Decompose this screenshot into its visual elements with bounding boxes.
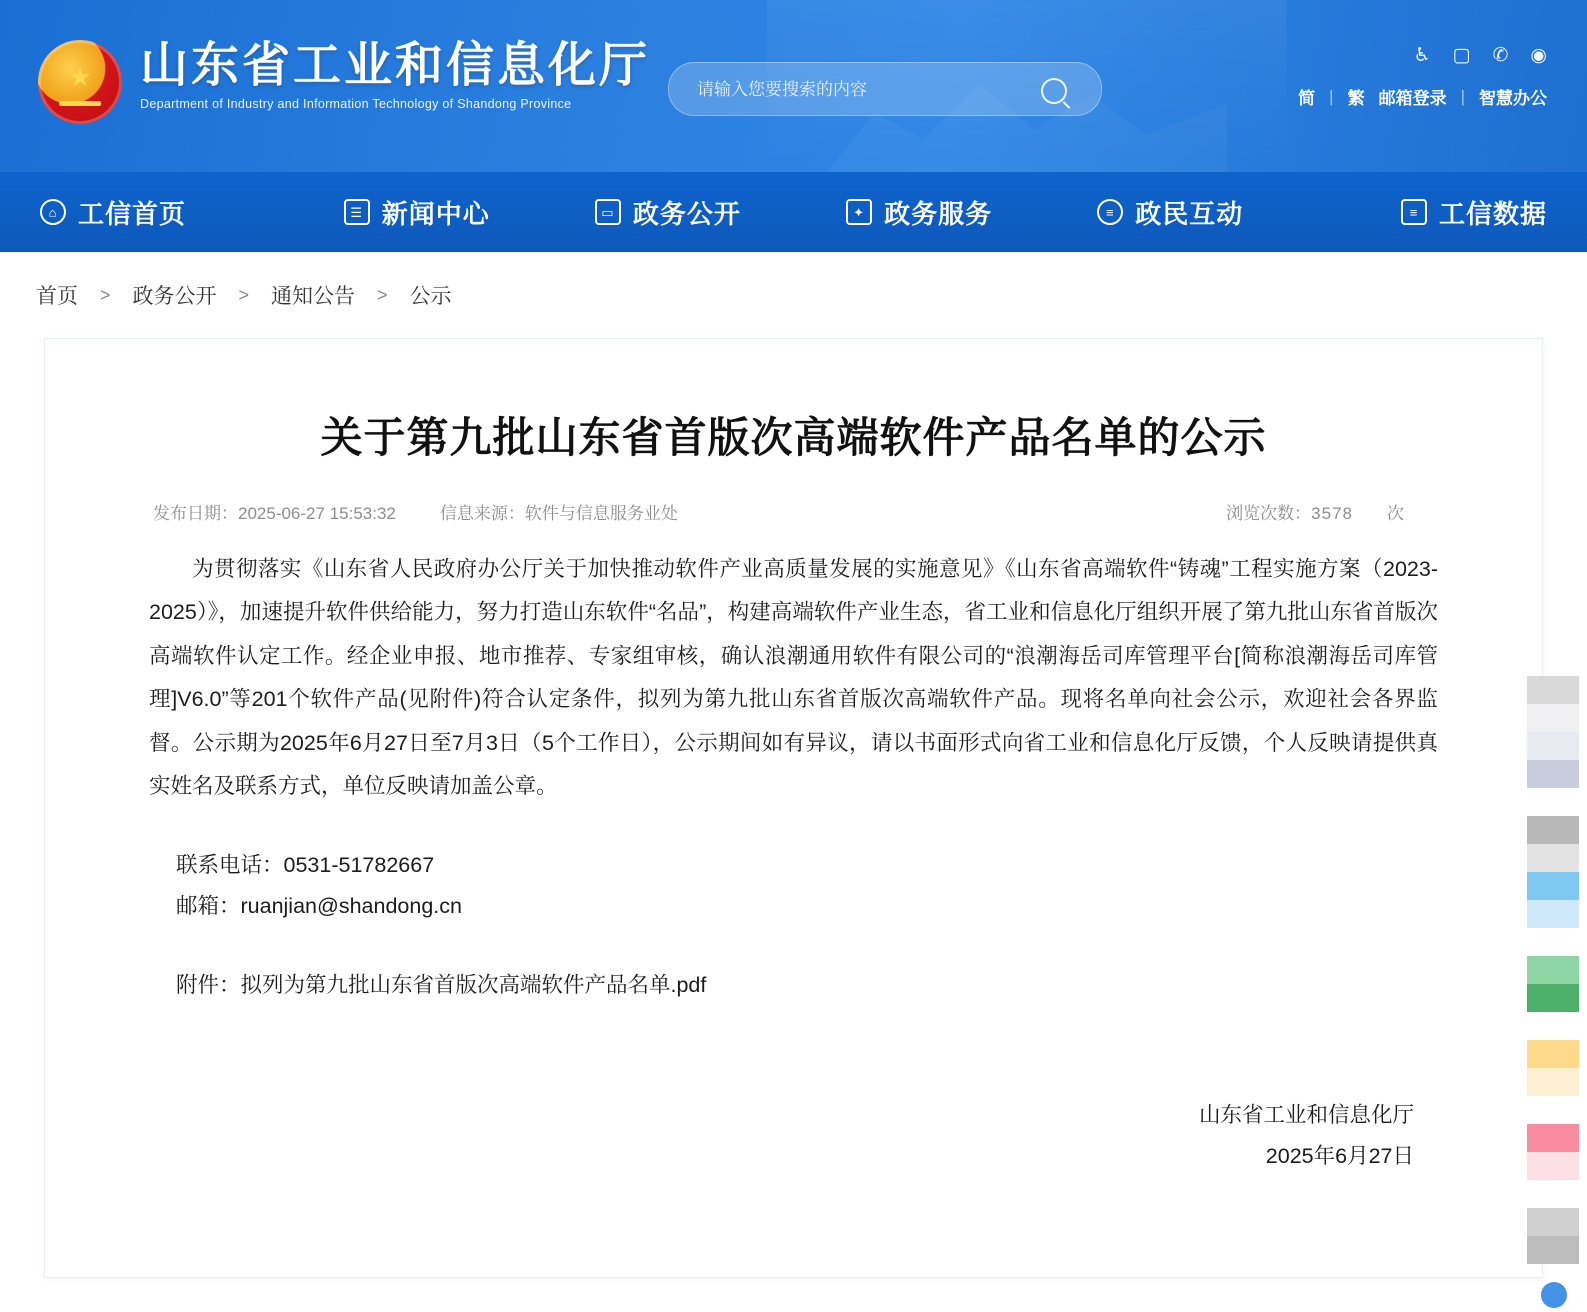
nav-item-label: 政民互动 [1135,198,1244,229]
scroll-to-top-button[interactable] [1541,1282,1567,1308]
contact-email: 邮箱：ruanjian@shandong.cn [176,894,462,919]
views-value: 3578 [1311,504,1353,523]
publish-date-value: 2025-06-27 15:53:32 [238,504,396,523]
nav-item-government-affairs[interactable] [542,194,793,231]
signoff-block [133,1095,1454,1177]
nav-item-label: 政务服务 [884,198,993,229]
database-icon: ≡ [1401,199,1427,225]
source-label: 信息来源： [439,504,525,523]
color-swatch [1527,732,1579,760]
news-icon: ☰ [344,199,370,225]
lang-simplified-link[interactable]: 简 [1298,89,1316,108]
mail-login-link[interactable]: 邮箱登录 [1378,89,1447,108]
color-swatch [1527,872,1579,900]
color-swatch [1527,1012,1579,1040]
breadcrumb-item-notice[interactable]: 通知公告 [271,285,356,308]
article-paragraph: 为贯彻落实《山东省人民政府办公厅关于加快推动软件产业高质量发展的实施意见》《山东省高端软件“铸魂”工程实施方案（2023-2025）》，加速提升软件供给能力，努力打造山东软件“名品”，构建高端软件产业生态，省工业和信息化厅组织开展了第九批山东省首版次高端软件认定工作。经企业申报、地市推荐、专家组审核，确认浪潮通用软件有限公司的“浪潮海岳司库管理平台[简称浪潮海岳司库管理]V6.0”等201个软件产品(见附件)符合认定条件，拟列为第九批山东省首版次高端软件产品。现将名单向社会公示，欢迎社会各界监督。公示期为2025年6月27日至7月3日（5个工作日），公示期间如有异议，请以书面形式向省工业和信息化厅反馈，个人反映请提供真实姓名及联系方式，单位反映请加盖公章。 [149,557,1438,799]
lang-traditional-link[interactable]: 繁 [1347,89,1365,108]
publish-date-label: 发布日期： [153,504,238,523]
view-count [1226,499,1353,524]
nav-item-home[interactable] [40,194,291,231]
article-card [44,338,1543,1278]
contact-phone: 联系电话：0531-51782667 [176,852,435,877]
color-swatch [1527,760,1579,788]
links-separator-1: | [1329,86,1334,106]
header-links [1298,84,1547,109]
color-swatch [1527,956,1579,984]
nav-item-label: 工信首页 [78,198,187,229]
emblem-star-icon: ★ [68,61,92,92]
color-swatch [1527,1180,1579,1208]
color-swatch [1527,788,1579,816]
breadcrumb [0,252,1587,338]
mobile-icon[interactable]: ▢ [1452,45,1471,66]
breadcrumb-separator: > [100,284,111,305]
header-icon-bar [1413,44,1547,67]
color-swatch [1527,1096,1579,1124]
emblem-bar-icon [59,101,101,106]
chat-icon: ≡ [1097,199,1123,225]
article-source [440,499,678,524]
breadcrumb-separator: > [377,284,388,305]
site-header [0,0,1587,172]
main-nav [0,172,1587,252]
nav-item-news[interactable] [291,194,542,231]
home-icon: ⌂ [40,199,66,225]
breadcrumb-item-home[interactable]: 首页 [36,285,78,308]
breadcrumb-separator: > [238,284,250,305]
site-title-en: Department of Industry and Information Technology of Shandong Province [140,97,572,112]
weibo-icon[interactable]: ◉ [1530,45,1547,66]
search-icon[interactable] [1041,78,1067,104]
breadcrumb-item-announcement[interactable]: 公示 [409,285,452,308]
national-emblem-icon [38,40,122,124]
nav-item-label: 新闻中心 [381,198,490,229]
contact-block [133,845,1454,929]
search-box[interactable] [668,62,1102,116]
source-value: 软件与信息服务业处 [524,504,678,523]
nav-item-label: 政务公开 [632,198,741,229]
search-input[interactable] [695,63,1029,117]
color-swatch [1527,1040,1579,1068]
article-meta [133,499,1454,538]
signoff-org: 山东省工业和信息化厅 [1198,1103,1414,1128]
signoff-date: 2025年6月27日 [1265,1144,1414,1169]
monitor-icon: ▭ [595,199,621,225]
color-swatch [1527,704,1579,732]
article-body [133,538,1454,809]
page-title: 关于第九批山东省首版次高端软件产品名单的公示 [320,414,1267,461]
service-icon: ✦ [846,199,872,225]
nav-item-government-service[interactable] [794,194,1045,231]
color-swatch [1527,1236,1579,1264]
accessibility-icon[interactable]: ♿ [1413,45,1431,66]
site-title-cn: 山东省工业和信息化厅 [140,39,651,92]
color-swatch [1527,900,1579,928]
breadcrumb-item-government-affairs[interactable]: 政务公开 [132,285,217,308]
color-swatch [1527,844,1579,872]
color-swatch [1527,984,1579,1012]
color-swatch [1527,1208,1579,1236]
color-swatch [1527,816,1579,844]
color-swatch [1527,1124,1579,1152]
smart-office-link[interactable]: 智慧办公 [1479,89,1547,108]
color-swatch [1527,928,1579,956]
views-unit: 次 [1387,504,1404,523]
publish-date [153,499,396,524]
links-separator-2: | [1460,86,1465,106]
color-swatch [1527,1152,1579,1180]
nav-item-label: 工信数据 [1439,198,1548,229]
nav-item-data[interactable] [1296,194,1547,231]
attachment-link[interactable]: 附件：拟列为第九批山东省首版次高端软件产品名单.pdf [176,973,707,998]
site-title [140,38,650,111]
nav-item-interaction[interactable] [1045,194,1296,231]
color-swatch [1527,1068,1579,1096]
wechat-icon[interactable]: ✆ [1492,45,1509,66]
color-swatch [1527,676,1579,704]
views-label: 浏览次数： [1226,504,1312,523]
color-swatch-strip [1527,676,1579,1264]
